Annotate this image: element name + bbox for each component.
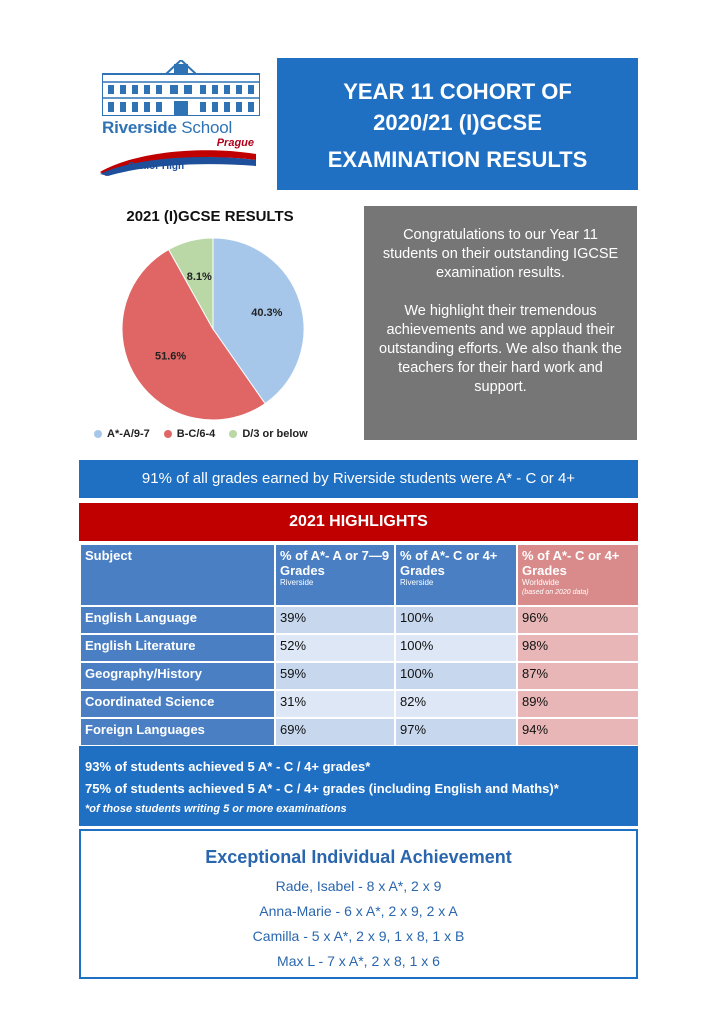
pie-label-a-star-a: 40.3% (251, 307, 283, 320)
a-star-c-riverside-cell: 100% (395, 662, 517, 690)
achievements-title: Exceptional Individual Achievement (205, 847, 512, 867)
table-row (80, 662, 639, 690)
column-header-a-star-a: % of A*- A or 7—9 Grades Riverside (275, 544, 395, 606)
table-row (80, 718, 639, 746)
stats-box (79, 746, 638, 826)
legend-swatch (229, 430, 237, 438)
a-star-c-worldwide-cell: 94% (517, 718, 639, 746)
column-header-a-star-c-worldwide: % of A*- C or 4+ Grades Worldwide (based on 2020 data) (517, 544, 639, 606)
list-item: Rade, Isabel - 8 x A*, 2 x 9 (275, 878, 442, 894)
school-logo (98, 60, 264, 178)
a-star-a-cell: 31% (275, 690, 395, 718)
legend-item-a-star-a (94, 428, 150, 440)
pie-chart (120, 236, 306, 422)
a-star-c-riverside-cell: 82% (395, 690, 517, 718)
a-star-c-worldwide-cell: 87% (517, 662, 639, 690)
pie-label-b-c: 51.6% (154, 350, 187, 363)
message-paragraph-2: We highlight their tremendous achievements and we applaud their outstanding efforts. We also thank the teachers for their hard work and support. (379, 303, 622, 395)
congratulations-message (364, 206, 637, 440)
subject-cell: Foreign Languages (80, 718, 275, 746)
legend-label: A*-A/9-7 (107, 428, 150, 440)
legend-label: B-C/6-4 (176, 428, 216, 440)
school-subtitle: Senior High (128, 161, 185, 172)
subject-cell: Geography/History (80, 662, 275, 690)
column-header-subject: Subject (80, 544, 275, 606)
subject-cell: English Language (80, 606, 275, 634)
legend-item-d-or-below (229, 428, 307, 440)
message-paragraph-1: Congratulations to our Year 11 students on their outstanding IGCSE examination results. (382, 227, 619, 281)
title-line-1: YEAR 11 COHORT OF (343, 79, 572, 104)
a-star-c-worldwide-cell: 89% (517, 690, 639, 718)
school-building-icon (102, 60, 260, 116)
list-item: Anna-Marie - 6 x A*, 2 x 9, 2 x A (259, 903, 458, 919)
a-star-c-riverside-cell: 100% (395, 634, 517, 662)
title-box (277, 58, 638, 190)
a-star-c-worldwide-cell: 96% (517, 606, 639, 634)
achievements-box (79, 829, 638, 979)
chart-legend (94, 428, 308, 440)
a-star-a-cell: 39% (275, 606, 395, 634)
school-name: Riverside School (102, 118, 233, 137)
stat-five-grades-english-maths: 75% of students achieved 5 A* - C / 4+ grades (including English and Maths)* (85, 781, 559, 796)
table-row (80, 634, 639, 662)
a-star-c-worldwide-cell: 98% (517, 634, 639, 662)
column-header-a-star-c-riverside: % of A*- C or 4+ Grades Riverside (395, 544, 517, 606)
summary-banner: 91% of all grades earned by Riverside students were A* - C or 4+ (79, 460, 638, 498)
title-line-2: 2020/21 (I)GCSE (373, 110, 542, 135)
a-star-a-cell: 59% (275, 662, 395, 690)
title-line-3: EXAMINATION RESULTS (327, 147, 588, 172)
list-item: Camilla - 5 x A*, 2 x 9, 1 x 8, 1 x B (252, 928, 465, 944)
chart-title: 2021 (I)GCSE RESULTS (126, 208, 294, 225)
a-star-a-cell: 69% (275, 718, 395, 746)
highlights-header: 2021 HIGHLIGHTS (79, 503, 638, 541)
list-item: Max L - 7 x A*, 2 x 8, 1 x 6 (277, 953, 440, 969)
highlights-table (79, 543, 640, 747)
table-header-row (80, 544, 639, 606)
legend-swatch (94, 430, 102, 438)
achievements-list (81, 874, 636, 974)
a-star-c-riverside-cell: 97% (395, 718, 517, 746)
pie-label-d-or-below: 8.1% (186, 271, 212, 284)
a-star-a-cell: 52% (275, 634, 395, 662)
stats-footnote: *of those students writing 5 or more examinations (85, 803, 347, 815)
table-row (80, 690, 639, 718)
legend-swatch (164, 430, 172, 438)
table-row (80, 606, 639, 634)
subject-cell: English Literature (80, 634, 275, 662)
subject-cell: Coordinated Science (80, 690, 275, 718)
school-city: Prague (216, 137, 254, 149)
stat-five-grades: 93% of students achieved 5 A* - C / 4+ grades* (85, 759, 371, 774)
legend-item-b-c (164, 428, 216, 440)
legend-label: D/3 or below (242, 428, 308, 440)
a-star-c-riverside-cell: 100% (395, 606, 517, 634)
